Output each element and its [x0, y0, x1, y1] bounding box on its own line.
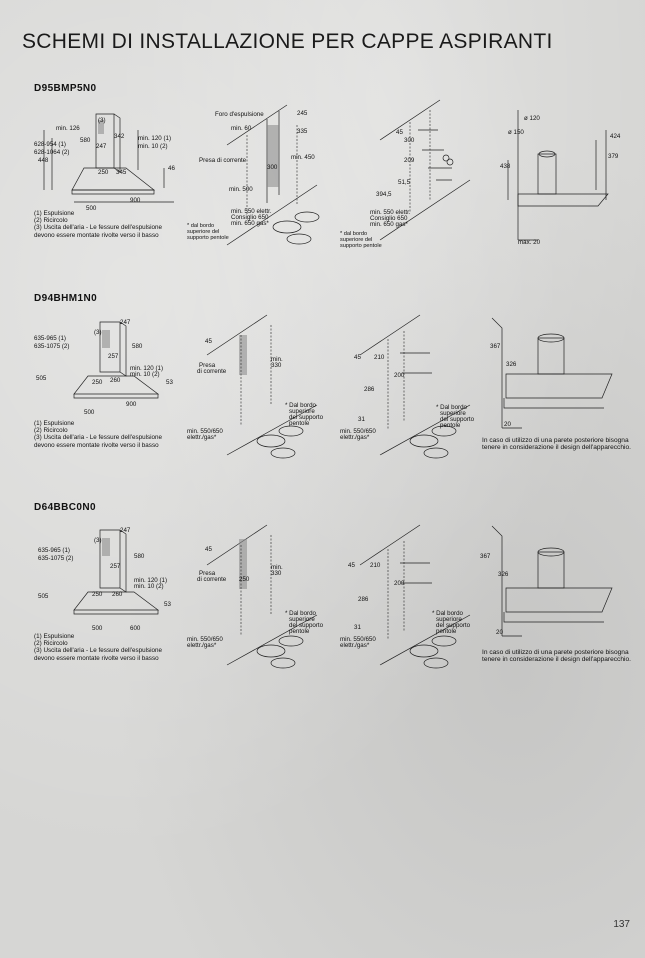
dim-label: 20	[504, 421, 511, 428]
page-title: SCHEMI DI INSTALLAZIONE PER CAPPE ASPIRANTI	[22, 30, 553, 53]
bracket-position-diagram	[340, 315, 480, 465]
dim-label: 247	[120, 527, 131, 534]
dim-label: min. 550/650	[340, 636, 376, 643]
dim-label: 580	[132, 343, 143, 350]
dim-label: 286	[364, 386, 375, 393]
dim-label: pentole	[436, 628, 457, 635]
legend-notes	[34, 633, 174, 662]
dim-label: 245	[297, 110, 308, 117]
dim-label: del supporto	[289, 622, 324, 629]
legend-notes	[34, 420, 174, 449]
dim-label: 330	[271, 362, 282, 369]
dim-label: 500	[92, 625, 103, 632]
dim-label: 260	[112, 591, 123, 598]
dim-label: (3)	[94, 537, 102, 544]
dim-label: di corrente	[197, 368, 227, 375]
dim-label: 260	[110, 377, 121, 384]
dim-label: 247	[120, 319, 131, 326]
dim-label: pentole	[289, 628, 310, 635]
dim-label: elettr./gas*	[187, 642, 217, 649]
dim-label: 500	[84, 409, 95, 416]
dim-label: min. 10 (2)	[130, 371, 160, 378]
hood-side-view-diagram	[482, 318, 622, 433]
dim-label: min. 550 elettr.	[370, 209, 411, 216]
dim-label: 210	[374, 354, 385, 361]
dim-label: 250	[92, 379, 103, 386]
dim-label: 45	[396, 129, 403, 136]
dim-label: 330	[271, 570, 282, 577]
wall-installation-diagram	[187, 525, 327, 675]
dim-label: (3)	[94, 329, 102, 336]
dim-label: min. 120 (1)	[138, 135, 172, 142]
dim-label: ø 120	[524, 115, 540, 122]
dim-label: 628-954 (1)	[34, 141, 66, 148]
dim-label: 635-965 (1)	[38, 547, 70, 554]
dim-label: 31	[358, 416, 365, 423]
note-line: (3) Uscita dell'aria - Le fessure dell'espulsione devono essere montate rivolte verso il basso	[34, 224, 163, 239]
dim-label: Consiglio 650	[231, 214, 269, 221]
dim-label: 250	[98, 169, 109, 176]
dim-label: Presa	[199, 362, 216, 369]
dim-label: 45	[205, 546, 212, 553]
dim-label: min. 550/650	[340, 428, 376, 435]
dim-label: 367	[490, 343, 501, 350]
dim-label: 46	[168, 165, 175, 172]
dim-label: superiore	[440, 410, 466, 417]
dim-label: 257	[110, 563, 121, 570]
hood-side-view-diagram	[482, 526, 622, 641]
wall-installation-diagram	[187, 315, 327, 465]
dim-label: min. 550/650	[187, 636, 223, 643]
dim-label: 438	[500, 163, 511, 170]
dim-label: min. 650 gas*	[231, 220, 269, 227]
dim-label: 250	[92, 591, 103, 598]
dim-label: 257	[108, 353, 119, 360]
dim-label: 300	[404, 137, 415, 144]
dim-label: 53	[164, 601, 171, 608]
dim-label: Presa di corrente	[199, 157, 247, 164]
dim-label: min. 120 (1)	[130, 365, 164, 372]
dim-label: min. 10 (2)	[134, 583, 164, 590]
model-heading: D94BHM1N0	[34, 293, 98, 304]
dim-label: min. 60	[231, 125, 252, 132]
dim-label: 448	[38, 157, 49, 164]
dim-label: min. 650 gas*	[370, 221, 408, 228]
dim-label: 580	[134, 553, 145, 560]
dim-label: min. 500	[229, 186, 253, 193]
note-line: (2) Ricircolo	[34, 640, 68, 648]
dim-label: 200	[394, 580, 405, 587]
dim-label: del supporto	[440, 416, 475, 423]
dim-label: 580	[80, 137, 91, 144]
dim-label: Presa	[199, 570, 216, 577]
dim-label: 300	[267, 164, 278, 171]
dim-label: min. 126	[56, 125, 80, 132]
dim-label: elettr./gas*	[187, 434, 217, 441]
dim-label: min. 10 (2)	[138, 143, 168, 150]
dim-label: 286	[358, 596, 369, 603]
dim-label: 53	[166, 379, 173, 386]
dim-label: * Dal bordo	[432, 610, 463, 617]
dim-label: del supporto	[436, 622, 471, 629]
note-line: (1) Espulsione	[34, 633, 75, 640]
legend-notes	[34, 210, 174, 239]
dim-label: min.	[271, 564, 283, 571]
hood-side-view-diagram	[488, 110, 628, 250]
dim-label: 342	[114, 133, 125, 140]
dim-label: 209	[404, 157, 415, 164]
dim-label: min. 120 (1)	[134, 577, 168, 584]
dim-label: 200	[394, 372, 405, 379]
dim-label: Consiglio 650	[370, 215, 408, 222]
dim-label: * Dal bordo	[436, 404, 467, 411]
dim-label: 635-965 (1)	[34, 335, 66, 342]
note-line: (1) Espulsione	[34, 420, 75, 427]
footnote: * dal bordo superiore del supporto pentole	[187, 223, 229, 241]
dim-label: superiore	[289, 408, 315, 415]
dim-label: 900	[126, 401, 137, 408]
dim-label: 51,5	[398, 179, 411, 186]
dim-label: 505	[38, 593, 49, 600]
dim-label: superiore	[436, 616, 462, 623]
dim-label: pentole	[440, 422, 461, 429]
dim-label: min. 550/650	[187, 428, 223, 435]
dim-label: 326	[506, 361, 517, 368]
dim-label: 45	[205, 338, 212, 345]
note-line: (3) Uscita dell'aria - Le fessure dell'espulsione devono essere montate rivolte verso il basso	[34, 434, 163, 449]
dim-label: 600	[130, 625, 141, 632]
dim-label: 31	[354, 624, 361, 631]
dim-label: min. 550 elettr.	[231, 208, 272, 215]
note-line: (3) Uscita dell'aria - Le fessure dell'espulsione devono essere montate rivolte verso il basso	[34, 647, 163, 662]
dim-label: * Dal bordo	[285, 610, 316, 617]
dim-label: min. 450	[291, 154, 315, 161]
dim-label: max. 20	[518, 239, 541, 246]
dim-label: 250	[239, 576, 250, 583]
dim-label: superiore	[289, 616, 315, 623]
bracket-position-diagram	[340, 100, 480, 250]
dim-label: 505	[36, 375, 47, 382]
dim-label: 635-1075 (2)	[38, 555, 74, 562]
dim-label: 326	[498, 571, 509, 578]
bracket-position-diagram	[340, 525, 480, 675]
dim-label: (3)	[98, 117, 106, 124]
hood-dimension-diagram	[34, 318, 184, 423]
dim-label: 247	[96, 143, 107, 150]
dim-label: di corrente	[197, 576, 227, 583]
hood-dimension-diagram	[34, 526, 184, 636]
dim-label: min.	[271, 356, 283, 363]
dim-label: ø 150	[508, 129, 524, 136]
dim-label: 500	[86, 205, 97, 212]
note-line: (1) Espulsione	[34, 210, 75, 217]
dim-label: 345	[116, 169, 127, 176]
dim-label: 424	[610, 133, 621, 140]
dim-label: 45	[348, 562, 355, 569]
design-note: In caso di utilizzo di una parete posteriore bisogna tenere in considerazione il design dell'apparecchio.	[482, 437, 631, 452]
note-line: (2) Ricircolo	[34, 217, 68, 225]
dim-label: del supporto	[289, 414, 324, 421]
dim-label: elettr./gas*	[340, 434, 370, 441]
dim-label: 210	[370, 562, 381, 569]
dim-label: 45	[354, 354, 361, 361]
dim-label: 628-1064 (2)	[34, 149, 70, 156]
page-number: 137	[613, 919, 630, 930]
dim-label: 20	[496, 629, 503, 636]
dim-label: Foro d'espulsione	[215, 111, 264, 118]
design-note: In caso di utilizzo di una parete posteriore bisogna tenere in considerazione il design dell'apparecchio.	[482, 649, 631, 664]
dim-label: 635-1075 (2)	[34, 343, 70, 350]
model-heading: D95BMP5N0	[34, 83, 97, 94]
hood-dimension-diagram	[34, 110, 184, 220]
dim-label: 379	[608, 153, 619, 160]
dim-label: 394,5	[376, 191, 392, 198]
dim-label: 900	[130, 197, 141, 204]
dim-label: * Dal bordo	[285, 402, 316, 409]
dim-label: pentole	[289, 420, 310, 427]
note-line: (2) Ricircolo	[34, 427, 68, 435]
dim-label: elettr./gas*	[340, 642, 370, 649]
footnote: * dal bordo superiore del supporto pentole	[340, 231, 382, 249]
dim-label: 335	[297, 128, 308, 135]
model-heading: D64BBC0N0	[34, 502, 96, 513]
dim-label: 367	[480, 553, 491, 560]
